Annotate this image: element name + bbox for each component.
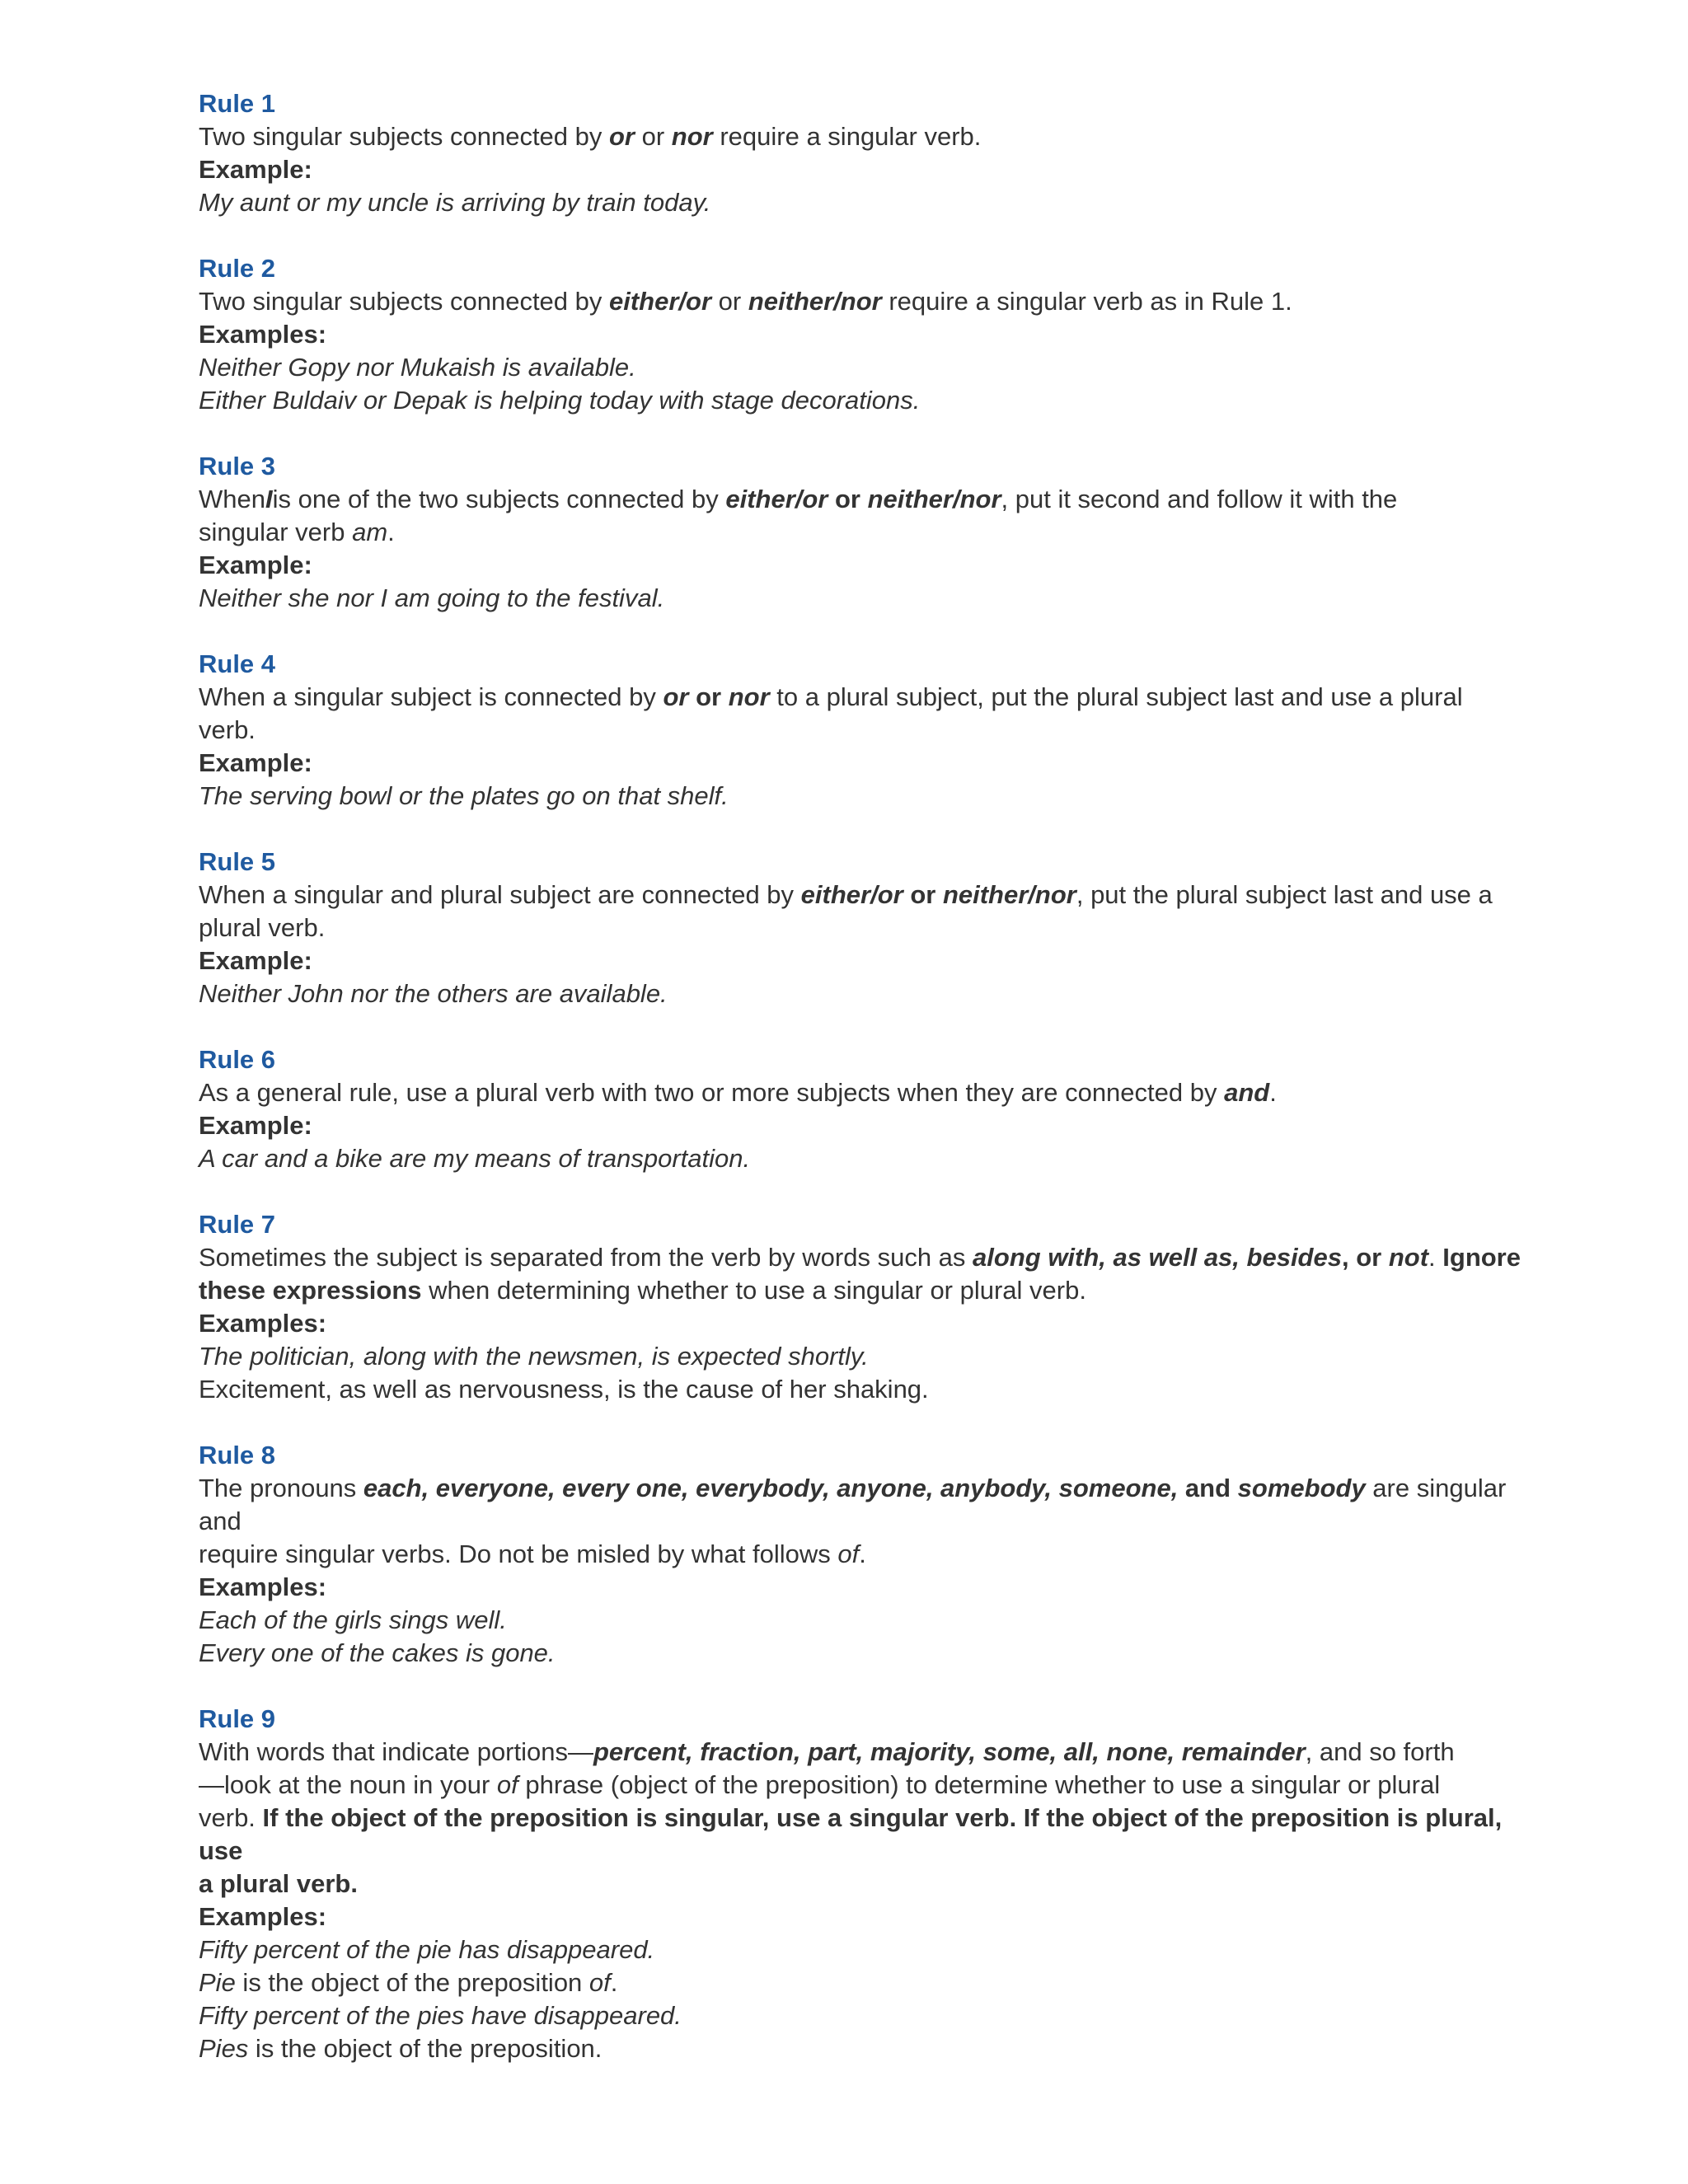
text-run: neither/nor xyxy=(748,287,882,316)
text-run: . xyxy=(610,1968,618,1997)
text-run: phrase (object of the preposition) to determine whether to use a singular or plural xyxy=(518,1770,1441,1799)
text-run: . xyxy=(859,1540,866,1568)
text-run: When a singular and plural subject are connected by xyxy=(199,880,801,909)
rule-1-example-label: Example: xyxy=(199,155,312,184)
text-run: require a singular verb. xyxy=(712,122,982,151)
rule-1-title: Rule 1 xyxy=(199,89,276,118)
rule-9-example-1: Fifty percent of the pie has disappeared. xyxy=(199,1935,655,1964)
rule-7-text-line-1 xyxy=(199,1241,1540,1274)
text-run: or xyxy=(711,287,748,316)
text-run: when determining whether to use a singular or plural verb. xyxy=(421,1276,1086,1305)
text-run: or xyxy=(903,880,943,909)
rule-4-text-line-2: verb. xyxy=(199,715,256,744)
text-run: either/or xyxy=(609,287,712,316)
rule-9-text-line-4: a plural verb. xyxy=(199,1869,358,1898)
rule-6-example: A car and a bike are my means of transportation. xyxy=(199,1144,751,1173)
rule-8-title: Rule 8 xyxy=(199,1441,276,1469)
text-run: neither/nor xyxy=(942,880,1076,909)
text-run: . xyxy=(387,518,395,546)
text-run: Two singular subjects connected by xyxy=(199,122,609,151)
rule-8-example-label: Examples: xyxy=(199,1572,327,1601)
rule-4 xyxy=(199,648,1540,813)
rule-8-text-line-1 xyxy=(199,1472,1540,1538)
rule-9-example-2 xyxy=(199,1966,1540,1999)
rule-5-example-label: Example: xyxy=(199,946,312,975)
text-run: . xyxy=(1428,1243,1443,1272)
rule-8-example-1: Each of the girls sings well. xyxy=(199,1605,507,1634)
rule-9 xyxy=(199,1703,1540,2065)
text-run: is the object of the preposition. xyxy=(248,2034,603,2063)
rule-9-example-label: Examples: xyxy=(199,1902,327,1931)
text-run: I xyxy=(265,485,273,513)
text-run: of xyxy=(588,1968,611,1997)
rule-3-text-line-2 xyxy=(199,516,1540,549)
text-run: Ignore xyxy=(1442,1243,1521,1272)
text-run: , put the plural subject last and use a xyxy=(1076,880,1493,909)
rule-7-example-2: Excitement, as well as nervousness, is the cause of her shaking. xyxy=(199,1375,929,1404)
rule-7-title: Rule 7 xyxy=(199,1210,276,1239)
text-run: verb. xyxy=(199,1803,263,1832)
rule-7-text-line-2 xyxy=(199,1274,1540,1307)
text-run: of xyxy=(496,1770,518,1799)
rule-8-example-2: Every one of the cakes is gone. xyxy=(199,1638,556,1667)
rule-5 xyxy=(199,846,1540,1010)
text-run: As a general rule, use a plural verb with two or more subjects when they are connected by xyxy=(199,1078,1225,1107)
rule-9-title: Rule 9 xyxy=(199,1704,276,1733)
rule-3 xyxy=(199,450,1540,615)
text-run: singular verb xyxy=(199,518,353,546)
text-run: nor xyxy=(728,682,770,711)
text-run: or xyxy=(688,682,729,711)
text-run: . xyxy=(1269,1078,1277,1107)
text-run: Pies xyxy=(199,2034,249,2063)
rule-9-example-3: Fifty percent of the pies have disappeared. xyxy=(199,2001,682,2030)
text-run: or xyxy=(609,122,635,151)
rule-3-example-label: Example: xyxy=(199,551,312,579)
text-run: these expressions xyxy=(199,1276,422,1305)
text-run: When xyxy=(199,485,265,513)
rule-7-example-1: The politician, along with the newsmen, is expected shortly. xyxy=(199,1342,869,1371)
rule-5-text-line-1 xyxy=(199,879,1540,912)
text-run: of xyxy=(837,1540,860,1568)
rule-6-text xyxy=(199,1076,1540,1109)
rule-5-title: Rule 5 xyxy=(199,847,276,876)
text-run: , and so forth xyxy=(1305,1737,1455,1766)
rule-1 xyxy=(199,87,1540,219)
rule-9-text-line-2 xyxy=(199,1769,1540,1802)
text-run: require singular verbs. Do not be misled by what follows xyxy=(199,1540,838,1568)
rule-6-example-label: Example: xyxy=(199,1111,312,1140)
text-run: neither/nor xyxy=(867,485,1001,513)
text-run: or xyxy=(828,485,868,513)
text-run: each, everyone, every one, everybody, anyone, anybody, someone, xyxy=(363,1474,1179,1502)
text-run: somebody xyxy=(1237,1474,1366,1502)
text-run: When a singular subject is connected by xyxy=(199,682,663,711)
rule-4-title: Rule 4 xyxy=(199,649,276,678)
text-run: is the object of the preposition xyxy=(235,1968,589,1997)
rule-9-text-line-3 xyxy=(199,1802,1540,1868)
text-run: , or xyxy=(1341,1243,1389,1272)
rule-5-text-line-2: plural verb. xyxy=(199,913,326,942)
rule-9-text-line-1 xyxy=(199,1736,1540,1769)
text-run: or xyxy=(663,682,689,711)
rule-8-text-line-2 xyxy=(199,1538,1540,1571)
rule-3-text-line-1 xyxy=(199,483,1540,516)
text-run: am xyxy=(352,518,388,546)
rule-2 xyxy=(199,252,1540,417)
text-run: With words that indicate portions— xyxy=(199,1737,593,1766)
text-run: and xyxy=(1178,1474,1238,1502)
rule-7 xyxy=(199,1208,1540,1406)
text-run: If the object of the preposition is singular, use a singular verb. If the object of the preposition is plural, use xyxy=(199,1803,1503,1865)
rule-2-text xyxy=(199,285,1540,318)
rule-3-title: Rule 3 xyxy=(199,452,276,480)
text-run: are singular and xyxy=(199,1474,1507,1535)
text-run: and xyxy=(1224,1078,1270,1107)
rule-4-example: The serving bowl or the plates go on that shelf. xyxy=(199,781,729,810)
rule-6-title: Rule 6 xyxy=(199,1045,276,1074)
text-run: require a singular verb as in Rule 1. xyxy=(881,287,1292,316)
rule-4-text-line-1 xyxy=(199,681,1540,714)
rule-2-example-label: Examples: xyxy=(199,320,327,349)
rule-3-example: Neither she nor I am going to the festival. xyxy=(199,583,665,612)
rule-4-example-label: Example: xyxy=(199,748,312,777)
rule-8 xyxy=(199,1439,1540,1670)
text-run: is one of the two subjects connected by xyxy=(272,485,726,513)
text-run: Two singular subjects connected by xyxy=(199,287,609,316)
rule-9-example-4 xyxy=(199,2032,1540,2065)
text-run: either/or xyxy=(725,485,828,513)
rule-1-example: My aunt or my uncle is arriving by train today. xyxy=(199,188,711,217)
text-run: Pie xyxy=(199,1968,236,1997)
text-run: Sometimes the subject is separated from the verb by words such as xyxy=(199,1243,973,1272)
rule-5-example: Neither John nor the others are available. xyxy=(199,979,668,1008)
text-run: percent, fraction, part, majority, some, all, none, remainder xyxy=(593,1737,1306,1766)
text-run: either/or xyxy=(800,880,903,909)
text-run: to a plural subject, put the plural subject last and use a plural xyxy=(769,682,1463,711)
rule-1-text xyxy=(199,120,1540,153)
text-run: not xyxy=(1388,1243,1429,1272)
text-run: , put it second and follow it with the xyxy=(1001,485,1398,513)
text-run: along with, as well as, besides xyxy=(973,1243,1342,1272)
rule-2-title: Rule 2 xyxy=(199,254,276,283)
text-run: or xyxy=(635,122,672,151)
rule-2-example-1: Neither Gopy nor Mukaish is available. xyxy=(199,353,636,382)
text-run: The pronouns xyxy=(199,1474,363,1502)
rule-6 xyxy=(199,1043,1540,1175)
text-run: nor xyxy=(671,122,713,151)
text-run: —look at the noun in your xyxy=(199,1770,497,1799)
rule-7-example-label: Examples: xyxy=(199,1309,327,1338)
rule-2-example-2: Either Buldaiv or Depak is helping today with stage decorations. xyxy=(199,386,921,415)
